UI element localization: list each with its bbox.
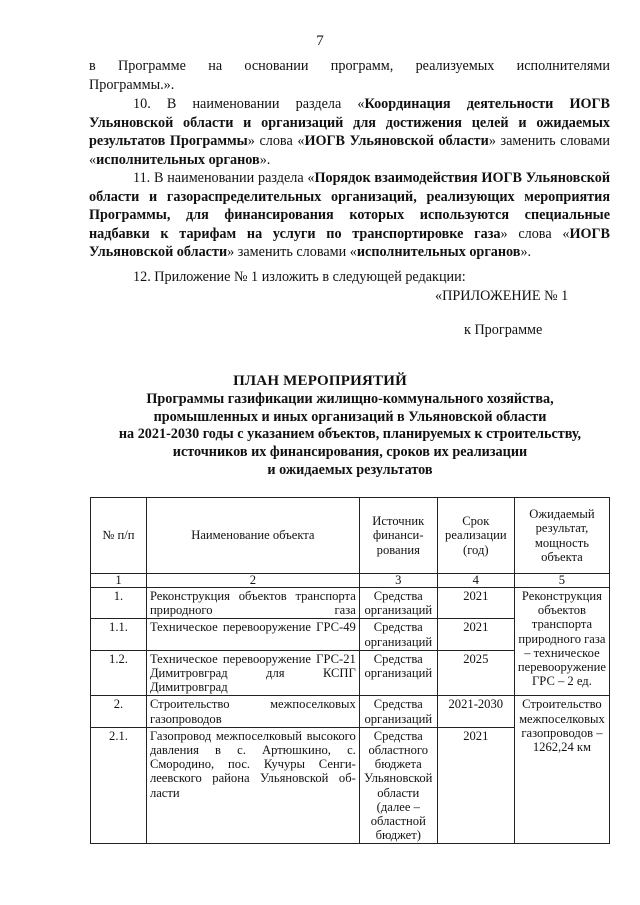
table-row — [91, 696, 610, 727]
plan-subtitle-line: на 2021-2030 годы с указанием объектов, планируемых к строительству, — [118, 426, 582, 443]
row-source: Средства организаций — [359, 588, 437, 619]
appendix-label: «ПРИЛОЖЕНИЕ № 1 — [435, 288, 569, 304]
row-num: 1.1. — [91, 619, 147, 650]
item-10 — [89, 95, 610, 169]
result-group-2: Строительство межпоселковых газопроводов – 1262,24 км — [514, 696, 609, 844]
row-source: Средства организаций — [359, 696, 437, 727]
row-source: Средства организаций — [359, 650, 437, 696]
row-source: Средства организаций — [359, 619, 437, 650]
intro-line-1: в Программе на основании программ, реализуемых исполнителями — [89, 58, 610, 74]
item-12: 12. Приложение № 1 изложить в следующей редакции: — [133, 269, 466, 285]
item-10-mid2: » заменить словами « — [89, 133, 611, 168]
row-name: Техническое перевооружение ГРС-49 — [146, 619, 359, 650]
header-result: Ожидаемый результат, мощность объекта — [514, 498, 609, 574]
row-name: Реконструкция объектов транспорта природного газа — [146, 588, 359, 619]
header-term: Срок реализации (год) — [437, 498, 514, 574]
row-name: Газопровод межпоселковый высокого давления в с. Артюшкино, с. Смородино, пос. Кучуры Сенгилеевского района Ульяновской области — [146, 727, 359, 844]
item-10-old-words: ИОГВ Ульяновской области — [304, 133, 489, 150]
plan-subtitle-line: Программы газификации жилищно-коммунального хозяйства, — [146, 391, 554, 407]
row-term: 2021 — [437, 619, 514, 650]
page-number: 7 — [316, 33, 324, 49]
item-11-mid2: » заменить словами « — [227, 244, 357, 261]
table-header-row — [91, 498, 610, 574]
header-source: Источник финансирования — [359, 498, 437, 574]
item-11-old-words: ИОГВ Ульяновской области — [89, 225, 611, 261]
row-num: 2. — [91, 696, 147, 727]
row-num: 1. — [91, 588, 147, 619]
index-cell: 4 — [437, 574, 514, 588]
item-11-section-name: Порядок взаимодействия ИОГВ Ульяновской области и газораспределительных организаций, реализующих мероприятия Программы, для финансирования которых используются специальные надбавки к тарифам на услуги по транспортировке газа — [89, 170, 610, 242]
table-index-row — [91, 574, 610, 588]
row-source: Средства областного бюджета Ульяновской области (далее – областной бюджет) — [359, 727, 437, 844]
row-term: 2021 — [437, 588, 514, 619]
result-group-1: Реконструкция объектов транспорта природного газа – техническое перевооружение ГРС – 2 ед. — [514, 588, 609, 696]
plan-table — [90, 497, 610, 844]
item-11-mid: » слова « — [500, 225, 570, 242]
table-row — [91, 588, 610, 619]
index-cell: 2 — [146, 574, 359, 588]
plan-subtitle-line: промышленных и иных организаций в Ульяновской области — [153, 408, 547, 425]
index-cell: 1 — [91, 574, 147, 588]
plan-subtitle — [90, 391, 610, 480]
appendix-subtitle: к Программе — [464, 322, 543, 338]
row-term: 2021 — [437, 727, 514, 844]
item-11-new-words: исполнительных органов — [356, 244, 521, 261]
item-11-num: 11. В наименовании раздела « — [133, 170, 315, 186]
row-term: 2025 — [437, 650, 514, 696]
item-10-new-words: исполнительных органов — [96, 151, 260, 168]
item-10-num: 10. В наименовании раздела « — [133, 96, 365, 112]
index-cell: 3 — [359, 574, 437, 588]
header-num: № п/п — [91, 498, 147, 574]
row-name: Техническое перевооружение ГРС-21 Димитровград для КСПГ Димитровград — [146, 650, 359, 696]
index-cell: 5 — [514, 574, 609, 588]
plan-subtitle-line: источников их финансирования, сроков их реализации — [172, 444, 528, 461]
row-num: 2.1. — [91, 727, 147, 844]
row-num: 1.2. — [91, 650, 147, 696]
item-10-mid: » слова « — [247, 133, 305, 150]
item-10-end: ». — [259, 151, 271, 168]
item-11 — [89, 169, 610, 262]
item-10-section-name: Координация деятельности ИОГВ Ульяновской области и организаций для достижения целей и ожидаемых результатов Программы — [89, 96, 611, 150]
plan-subtitle-line: и ожидаемых результатов — [267, 461, 433, 478]
row-name: Строительство межпоселковых газопроводов — [146, 696, 359, 727]
row-term: 2021-2030 — [437, 696, 514, 727]
item-11-end: ». — [520, 244, 532, 261]
intro-line-2: Программы.». — [89, 77, 175, 93]
header-name: Наименование объекта — [146, 498, 359, 574]
plan-title: ПЛАН МЕРОПРИЯТИЙ — [233, 373, 407, 389]
